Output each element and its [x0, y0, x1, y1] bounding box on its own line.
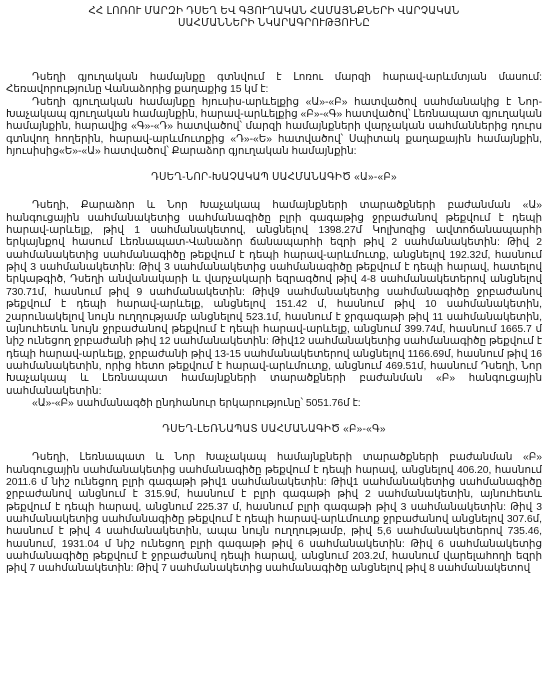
- section-a-b-paragraph: Դսեղի, Քարաձոր և Նոր Խաչակապ համայնքների տարածքների բաժանման «Ա» հանգուցային սահմանակետից սահմանագիծը բլրի գագաթից ջրբաժանով թեքվում է դեպի հարավ-արևելք, թիվ 1 սահմանակետով, անցնելով 1398.27մ Կոլխոզից ավտոճանապարհի երկայնքով հասում Լեռնապատ-Վանաձոր ճանապարհի եզրի թիվ 2 սահմանակետին: Թիվ 2 սահմանակետից սահմանագիծը թեքվում է դեպի հարավ-արևմուտք, անցնելով 192.32մ, հասնում թիվ 3 սահմանակետին: Թիվ 3 սահմանակետից սահմանագիծը թեքվում է դեպի հարավ, հատելով երկաթգիծ, Դսեղի անվանակարի և վարչակարի եզրագծով թիվ 4-8 սահմանակետերով անցնելով 730.71մ, հասնում թիվ 9 սահմանակետին: Թիվ9 սահմանակետից սահմանագիծը ջրբաժանով թեքվում է դեպի հարավ-արևելք, անցնելով 151.42 մ, հասնում թիվ 10 սահմանակետին, շարունակելով նույն ուղղությամբ անցնելով 523.1մ, հասնում է ջրգագաթի թիվ 11 սահմանակետին, այնուհետև նույն ջրբաժանով թեքվում է դեպի հարավ-արևելք, անցնում 399.74մ, հասնում 1665.7 մ նիշ ունեցող ջրբաժանի թիվ 12 սահմանակետին: Թիվ12 սահմանակետից սահմանագիծը թեքվում է դեպի հարավ-արևելք, ջրբաժանի թիվ 13-15 սահմանակետերով անցնելով 1166.69մ, հասնում թիվ 16 սահմանակետին, որից հետո թեքվում է հարավ-արևմուտք, անցնում 469.51մ, հասնում Դսեղի, Նոր Խաչակապ և Լեռնապատ համայնքների տարածքների բաժանման «Բ» հանգուցային սահմանակետին:: [6, 200, 542, 397]
- document-title-line-1: ՀՀ ԼՈՌՈՒ ՄԱՐԶԻ ԴՍԵՂ ԵՎ ԳՅՈՒՂԱԿԱՆ ՀԱՄԱՅՆՔՆԵՐԻ ՎԱՐՉԱԿԱՆ: [88, 6, 460, 17]
- section-heading-b-g: ԴՍԵՂ-ԼԵՌՆԱՊԱՏ ՍԱՀՄԱՆԱԳԻԾ «Բ»-«Գ»: [162, 424, 386, 436]
- document-page: [6, 6, 542, 678]
- intro-paragraph-1: Դսեղի գյուղական համայնքը գտնվում է Լոռու մարզի հարավ-արևմտյան մասում: Հեռավորությունը Վանաձորից քաղաքից 15 կմ է:: [6, 72, 542, 96]
- intro-paragraph-2: Դսեղի գյուղական համայնքը հյուսիս-արևելքից «Ա»-«Բ» հատվածով սահմանակից է Նոր-Խաչակապ գյուղական համայնքին, հարավ-արևելքից «Բ»-«Գ» հատվածով՝ Լեռնապատ գյուղական համայնքին, հարավից «Գ»-«Դ» հատվածով՝ մարզի համայնքների վարչական սահմաններից դուրս գտնվող հողերին, հարավ-արևմուտքից «Դ»-«Ե» հատվածով՝ Սպիտակ քաղաքային համայնքին, հյուսիսից«Ե»-«Ա» հատվածով՝ Քարաձոր գյուղական համայնքին:: [6, 96, 542, 158]
- section-b-g-paragraph: Դսեղի, Լեռնապատ և Նոր Խաչակապ համայնքների տարածքների բաժանման «Բ» հանգուցային սահմանակետից սահմանագիծը թեքվում է դեպի հարավ, անցնելով 406.20, հասնում 2011.6 մ նիշ ունեցող բլրի գագաթի թիվ1 սահմանակետին: Թիվ1 սահմանակետից սահմանագիծը ջրբաժանով անցնում է 315.9մ, հասնում է բլրի գագաթի թիվ 2 սահմանակետին, այնուհետև թեքվում է դեպի հարավ, անցնում 225.37 մ, հասնում բլրի գագաթի թիվ 3 սահմանակետին: Թիվ 3 սահմանակետից սահմանագիծը թեքվում է դեպի հարավ-արևմուտք ջրբաժանով անցնելով 307.6մ, հասնում է թիվ 4 սահմանակետին, ապա նույն ուղղությամբ, թիվ 5,6 սահմանակետերով 735.46, հասնում, 1931.04 մ նիշ ունեցող բլրի գագաթի թիվ 6 սահմանակետին: Թիվ 6 սահմանակետից սահմանագիծը թեքվում է ջրբաժանով դեպի հարավ, անցնում 203.2մ, հասնում վարելահողի եզրի թիվ 7 սահմանակետին: Թիվ 7 սահմանակետից սահմանագիծը անցնելով թիվ 8 սահմանակետով: [6, 452, 542, 575]
- document-title-block: [6, 6, 542, 30]
- document-title-line-2: ՍԱՀՄԱՆՆԵՐԻ ՆԿԱՐԱԳՐՈՒԹՅՈՒՆԸ: [177, 18, 371, 29]
- section-a-b-total-length: «Ա»-«Բ» սահմանագծի ընդհանուր երկարությունը՝ 5051.76մ է:: [32, 397, 361, 409]
- section-heading-a-b: ԴՍԵՂ-ՆՈՐ-ԽԱՉԱԿԱՊ ՍԱՀՄԱՆԱԳԻԾ «Ա»-«Բ»: [151, 172, 397, 184]
